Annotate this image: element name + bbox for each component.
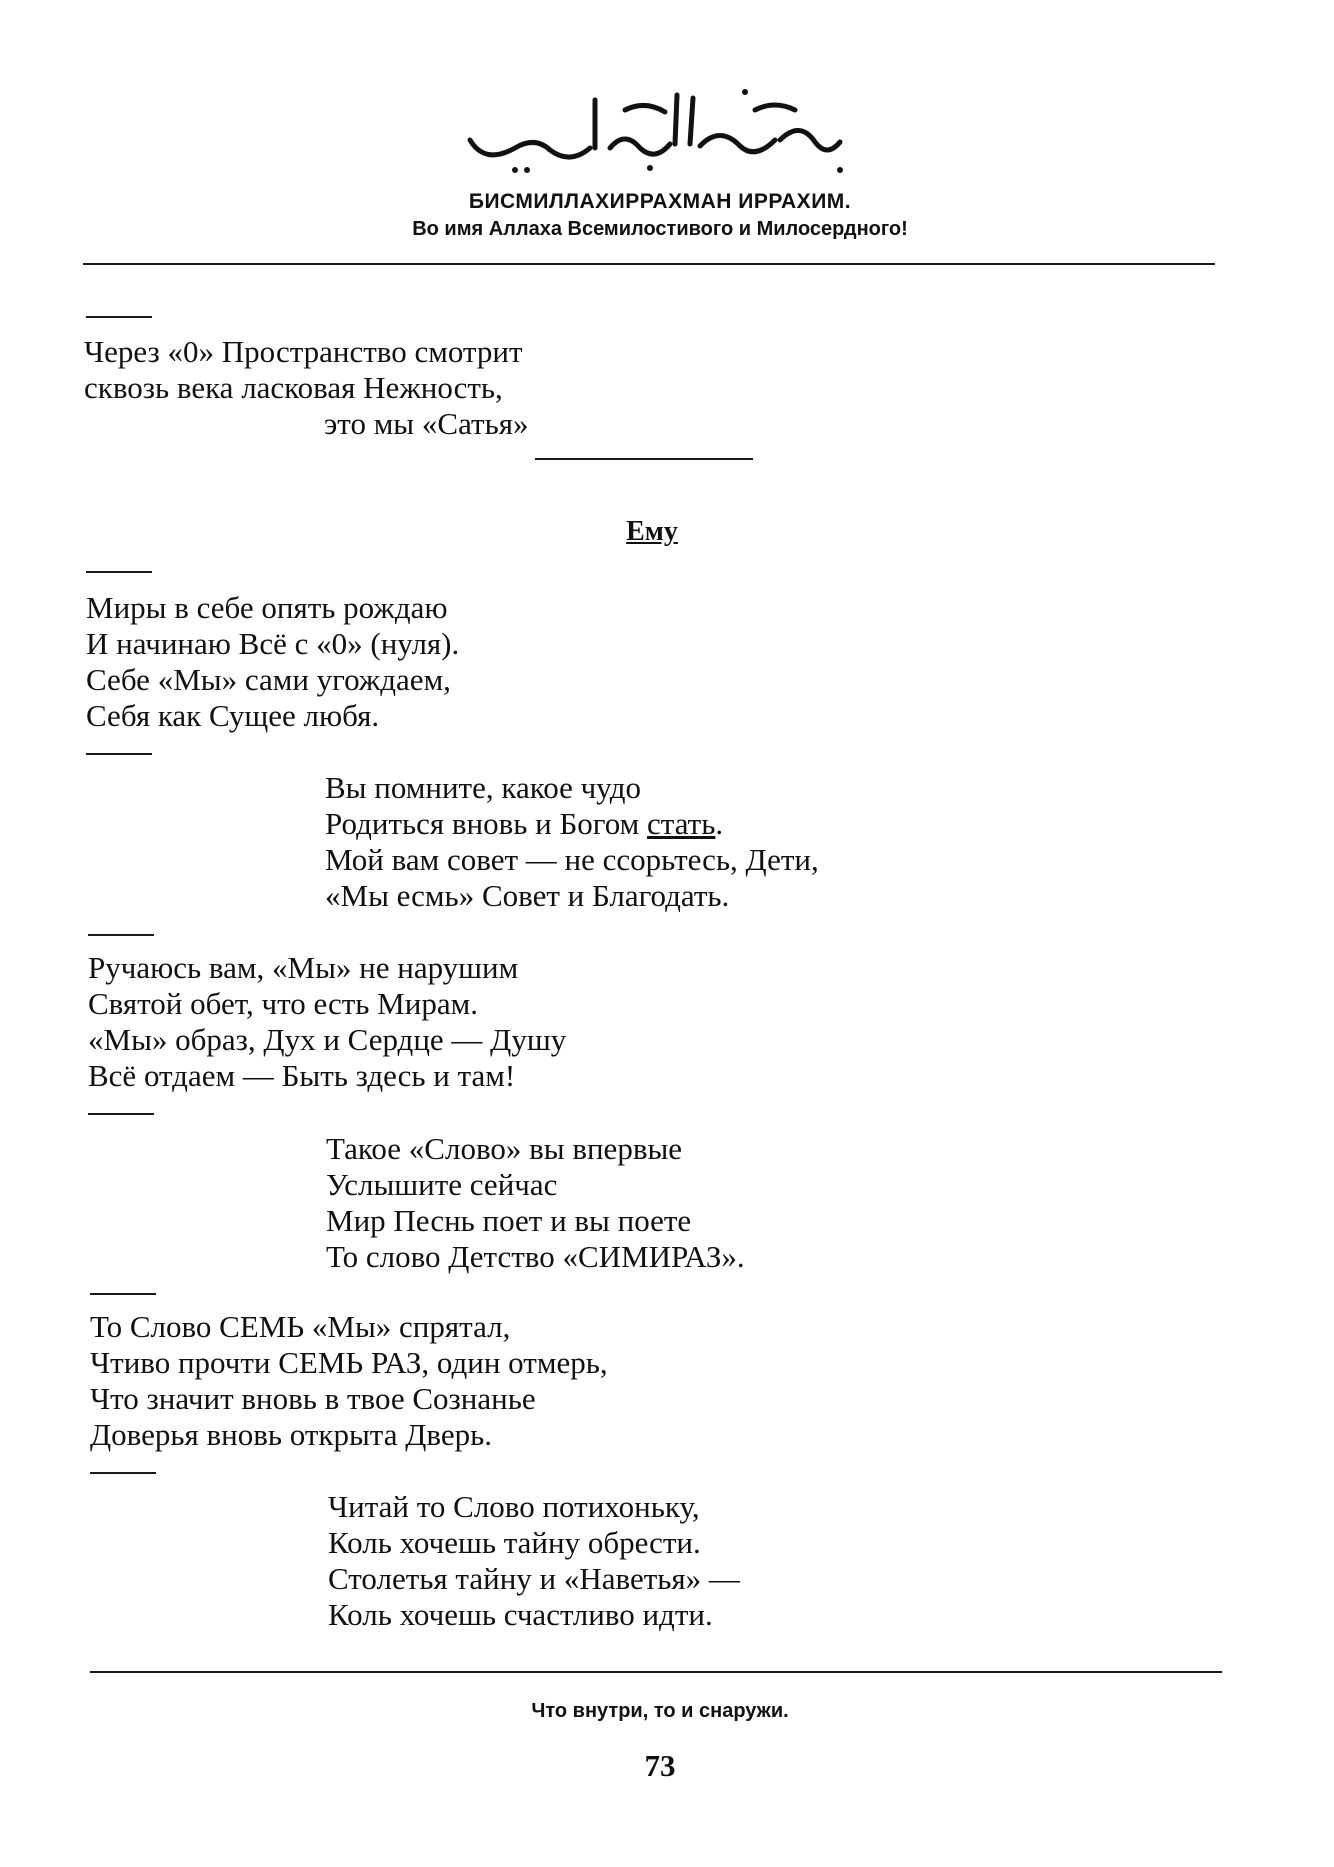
poem-line-text: Родиться вновь и Богом — [325, 806, 648, 841]
stanza-dash — [88, 934, 154, 936]
poem-line: Вы помните, какое чудо — [325, 770, 641, 805]
poem-line — [325, 806, 723, 842]
bismillah-heading: БИСМИЛЛАХИРРАХМАН ИРРАХИМ. — [468, 190, 852, 213]
poem-line: Ручаюсь вам, «Мы» не нарушим — [88, 950, 519, 985]
poem-line: Мир Песнь поет и вы поете — [326, 1203, 692, 1238]
intro-line: это мы «Сатья» — [324, 406, 529, 441]
bismillah-translation: Во имя Аллаха Всемилостивого и Милосердного! — [412, 218, 908, 240]
intro-line: сквозь века ласковая Нежность, — [84, 370, 503, 405]
poem-line: Всё отдаем — Быть здесь и там! — [88, 1058, 516, 1093]
poem-line: Коль хочешь счастливо идти. — [328, 1597, 713, 1632]
intro-line: Через «0» Пространство смотрит — [84, 334, 523, 369]
poem-line: То Слово СЕМЬ «Мы» спрятал, — [90, 1309, 511, 1344]
poem-line: Себе «Мы» сами угождаем, — [86, 662, 451, 697]
stanza-dash — [90, 1472, 156, 1474]
poem-line: Столетья тайну и «Наветья» — — [328, 1561, 740, 1596]
poem-line: Читай то Слово потихоньку, — [328, 1489, 700, 1524]
underlined-word: стать — [647, 806, 716, 841]
poem-line: Святой обет, что есть Мирам. — [88, 986, 478, 1021]
poem-line: Себя как Сущее любя. — [86, 698, 380, 733]
stanza-dash — [90, 1293, 156, 1295]
poem-line: И начинаю Всё с «0» (нуля). — [86, 626, 460, 661]
stanza-dash — [86, 316, 152, 318]
stanza-dash — [88, 1113, 154, 1115]
poem-line-punct: . — [715, 806, 724, 841]
poem-line: Коль хочешь тайну обрести. — [328, 1525, 701, 1560]
poem-line: «Мы» образ, Дух и Сердце — Душу — [88, 1022, 567, 1057]
stanza-dash — [86, 571, 152, 573]
poem-line: Доверья вновь открыта Дверь. — [90, 1417, 492, 1452]
poem-line: «Мы есмь» Совет и Благодать. — [325, 878, 730, 913]
poem-title: Ему — [626, 516, 678, 547]
poem-line: Чтиво прочти СЕМЬ РАЗ, один отмерь, — [90, 1345, 608, 1380]
footer-rule — [90, 1671, 1222, 1673]
poem-line: Такое «Слово» вы впервые — [326, 1131, 683, 1166]
poem-line: Что значит вновь в твое Сознанье — [90, 1381, 536, 1416]
poem-line: Услышите сейчас — [326, 1167, 558, 1202]
poem-line: То слово Детство «СИМИРАЗ». — [326, 1239, 745, 1274]
bismillah-calligraphy — [455, 70, 855, 180]
header-rule — [83, 263, 1215, 265]
poem-line: Миры в себе опять рождаю — [86, 590, 448, 625]
stanza-dash — [86, 753, 152, 755]
footer-motto: Что внутри, то и снаружи. — [531, 1700, 789, 1722]
intro-rule — [535, 458, 753, 460]
poem-line: Мой вам совет — не ссорьтесь, Дети, — [325, 842, 819, 877]
page-number: 73 — [644, 1748, 676, 1783]
